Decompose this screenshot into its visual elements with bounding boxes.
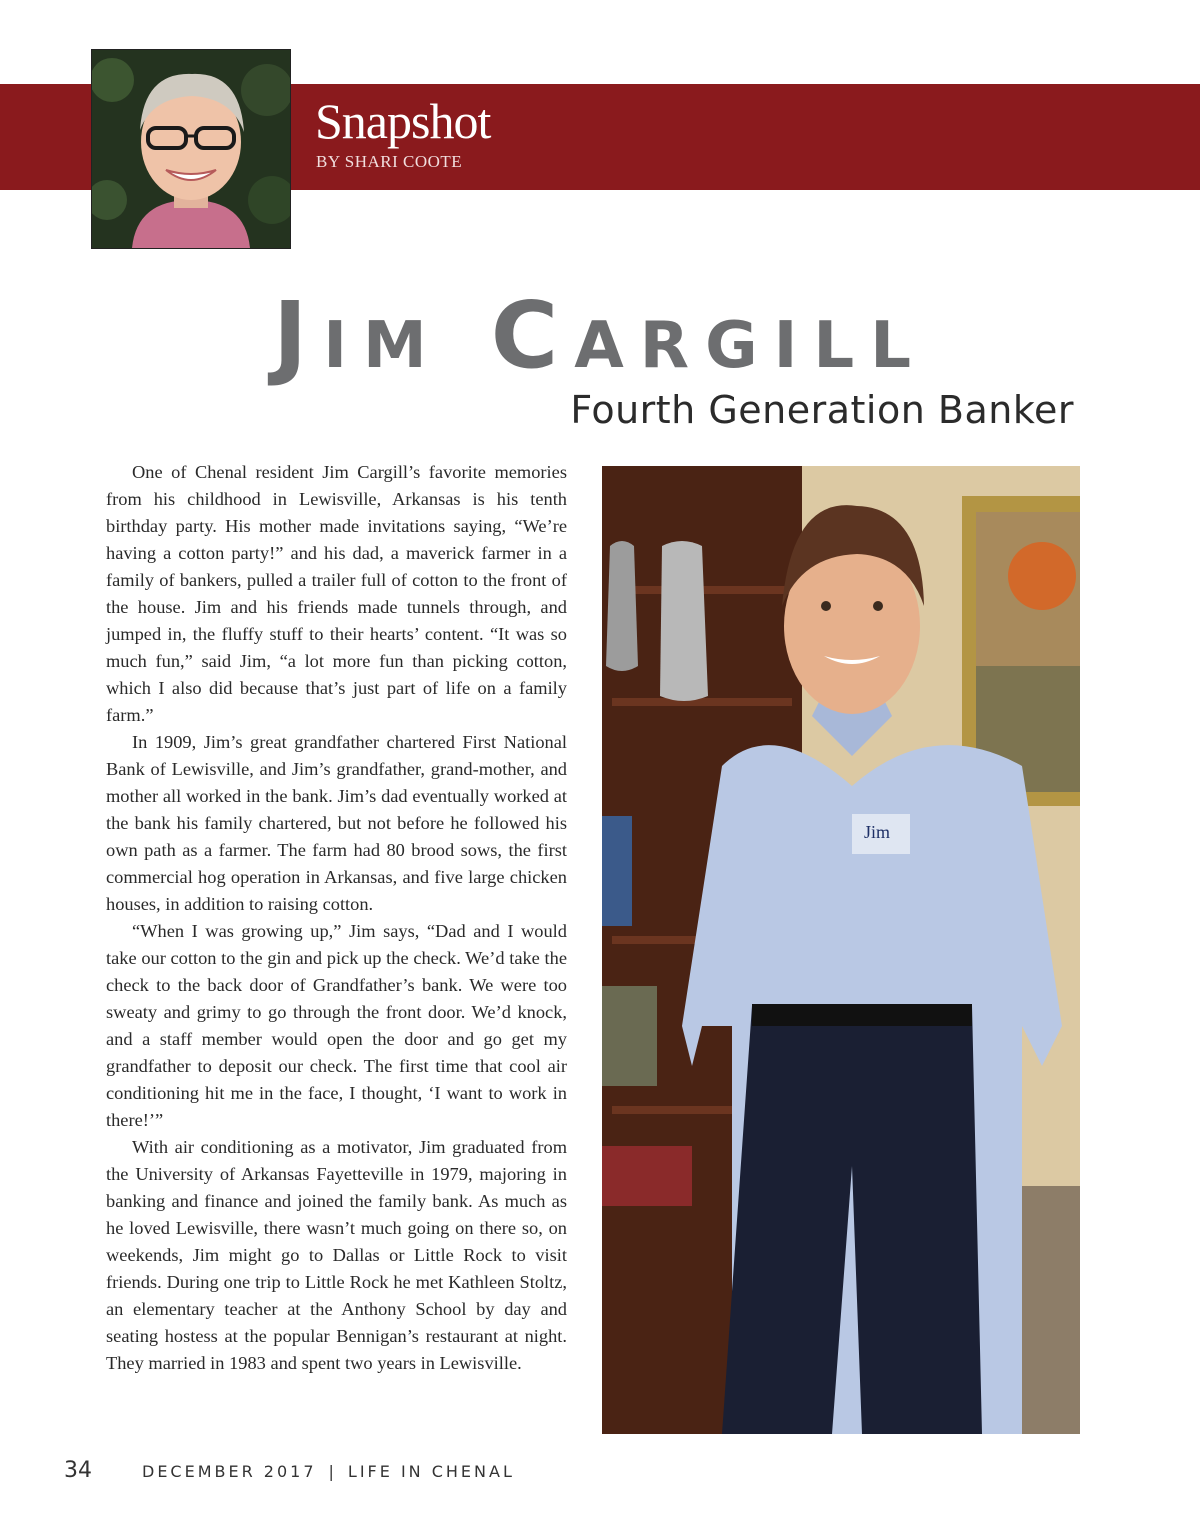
issue-date: DECEMBER 2017 <box>142 1462 317 1481</box>
article-paragraph: One of Chenal resident Jim Cargill’s favorite memories from his childhood in Lewisville, Arkansas is his tenth birthday party. His mother made invitations saying, “We’re having a cotton party!” and his dad, a maverick farmer in a family of bankers, pulled a trailer full of cotton to the front of the house. Jim and his friends made tunnels through, and jumped in, the fluffy stuff to their hearts’ content. “It was so much fun,” said Jim, “a lot more fun than picking cotton, which I also did because that’s just part of life on a family farm.” <box>106 462 567 725</box>
footer-separator: | <box>328 1462 334 1481</box>
author-photo <box>92 50 290 248</box>
page-number: 34 <box>64 1458 92 1483</box>
article-paragraph: With air conditioning as a motivator, Jim graduated from the University of Arkansas Fayetteville in 1979, majoring in banking and finance and joined the family bank. As much as he loved Lewisville, there wasn’t much going on there so, on weekends, Jim might go to Dallas or Little Rock to visit friends. During one trip to Little Rock he met Kathleen Stoltz, an elementary teacher at the Anthony School by day and seating hostess at the popular Bennigan’s restaurant at night. They married in 1983 and spent two years in Lewisville. <box>106 1137 567 1373</box>
byline: BY SHARI COOTE <box>316 152 463 171</box>
magazine-name: LIFE IN CHENAL <box>347 1462 515 1481</box>
section-title: Snapshot <box>315 93 491 149</box>
article-body <box>106 459 567 1377</box>
article-paragraph: “When I was growing up,” Jim says, “Dad and I would take our cotton to the gin and pick up the check. We’d take the check to the back door of Grandfather’s bank. We were too sweaty and grimy to go through the front door. We’d knock, and a staff member would open the door and go get my grandfather to deposit our check. The first time that cool air conditioning hit me in the face, I thought, ‘I want to work in there!’” <box>106 921 567 1130</box>
page-footer <box>64 1458 515 1488</box>
article-subtitle: Fourth Generation Banker <box>570 388 1074 432</box>
subject-photo <box>602 466 1080 1434</box>
article-paragraph: In 1909, Jim’s great grandfather chartered First National Bank of Lewisville, and Jim’s grandfather, grand-mother, and mother all worked in the bank. Jim’s dad eventually worked at the bank his family chartered, but not before he followed his own path as a farmer. The farm had 80 brood sows, the first commercial hog operation in Arkansas, and five large chicken houses, in addition to raising cotton. <box>106 732 567 914</box>
name-tag-text: Jim <box>864 822 891 842</box>
article-title: Jim Cargill <box>273 282 927 389</box>
